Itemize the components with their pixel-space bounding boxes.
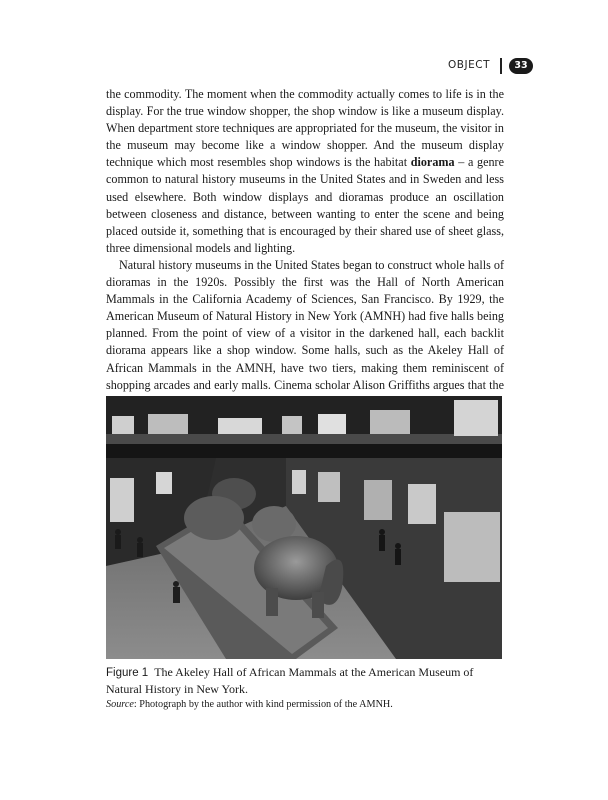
paragraph-1-before-term: the commodity. The moment when the commodity actually comes to life is in the display. For the true window shopper, the shop window is like a museum display. When department store techniques are appropriated for the museum, the visitor in the museum may become like a window shopper. And the museum display technique which most resembles shop windows is the habitat [106,87,504,170]
page-number: 33 [509,58,533,74]
figure-caption [106,664,506,697]
running-head-rule [500,58,502,74]
paragraph-1 [106,86,504,257]
lower-diorama [110,478,134,522]
visitor [137,537,143,543]
elephant [184,496,244,540]
source-text: : Photograph by the author with kind permission of the AMNH. [133,699,393,710]
figure-label: Figure 1 [106,667,149,679]
lower-diorama [364,480,392,520]
lower-diorama [444,512,500,582]
paragraph-2: Natural history museums in the United States began to construct whole halls of dioramas in the 1920s. Possibly the first was the Hall of North American Mammals in the California Academy of Sciences, San Francisco. By 1929, the American Museum of Natural History in New York (AMNH) had five halls being planned. From the point of view of a visitor in the darkened hall, each backlit diorama appears like a shop window. Some halls, such as the Akeley Hall of African Mammals in the AMNH, have two tiers, making them reminiscent of shopping arcades and early malls. Cinema scholar Alison Griffiths argues that the [106,257,504,392]
upper-diorama [318,414,346,434]
lower-diorama [156,472,172,494]
visitor [173,581,179,587]
running-head-section: OBJECT [448,59,490,71]
lower-diorama [292,470,306,494]
figure-source [106,698,506,712]
visitor [395,543,401,549]
upper-diorama [454,400,498,436]
upper-diorama [370,410,410,434]
figure-photo-akeley-hall [106,396,502,659]
lower-diorama [408,484,436,524]
photo-illustration [106,396,502,659]
visitor [115,529,121,535]
source-label: Source [106,699,134,710]
key-term-diorama: diorama [410,155,455,170]
running-head [0,58,608,76]
lower-diorama [318,472,340,502]
visitor [379,529,385,535]
upper-diorama [282,416,302,434]
paragraph-1-after-term: – a genre common to natural history museums in the United States and in Sweden and less used elsewhere. Both window displays and dioramas produce an oscillation between closeness and distance, between wanting to enter the scene and being placed outside it, something that is encouraged by their shared use of sheet glass, three dimensional models and lighting. [106,155,504,255]
upper-diorama [148,414,188,434]
figure-caption-text: The Akeley Hall of African Mammals at the American Museum of Natural History in New York. [106,665,474,696]
body-text [106,86,504,411]
upper-diorama [218,418,262,434]
upper-diorama [112,416,134,434]
